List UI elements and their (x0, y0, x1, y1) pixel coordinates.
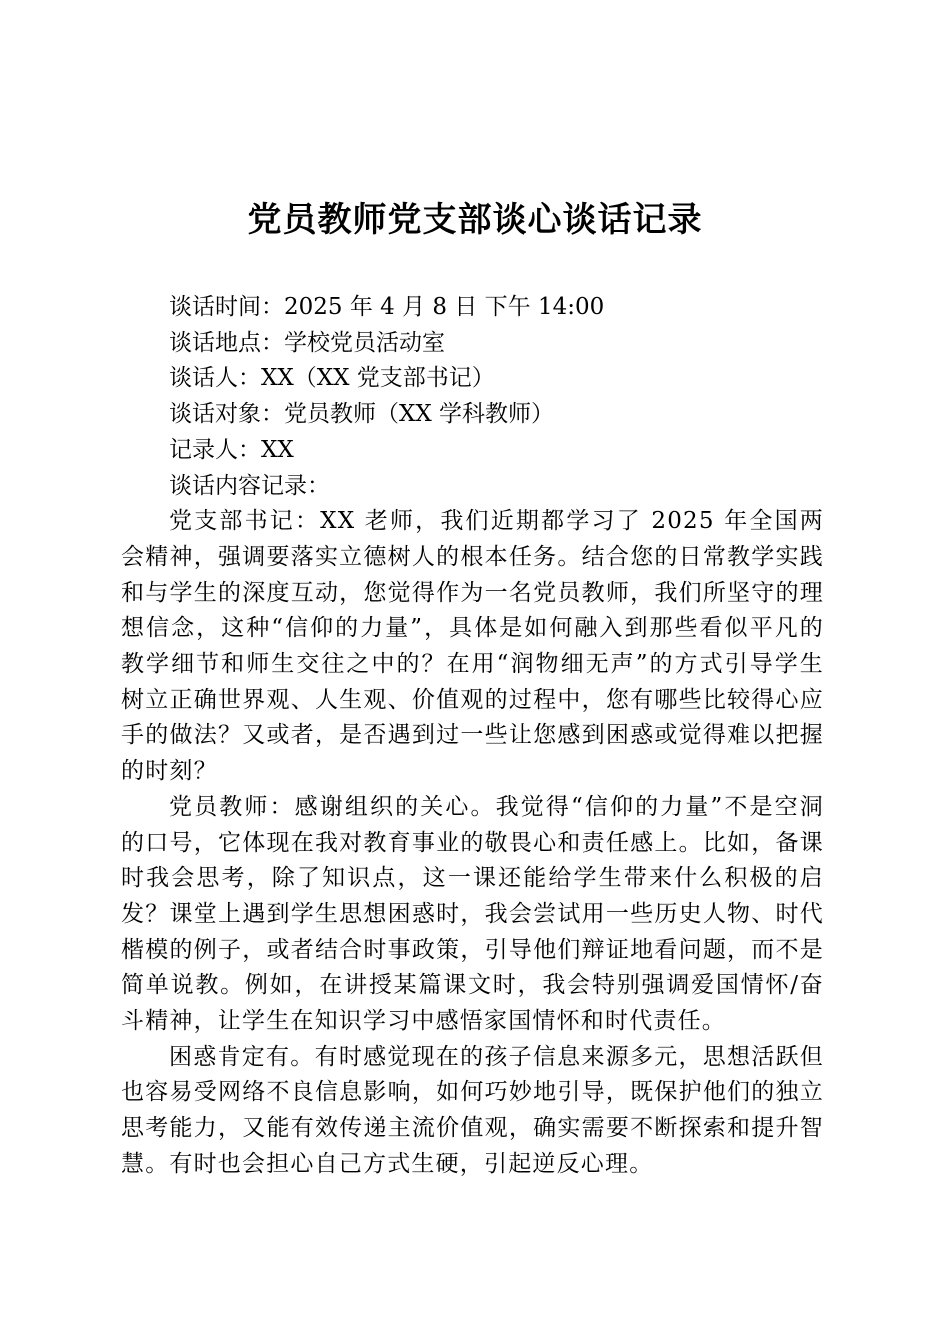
document-title: 党员教师党支部谈心谈话记录 (247, 200, 703, 240)
meta-talk-time: 谈话时间：2025 年 4 月 8 日 下午 14:00 (169, 294, 605, 320)
document-body (121, 290, 824, 1183)
meta-talk-target: 谈话对象：党员教师（XX 学科教师） (169, 401, 555, 428)
meta-recorder: 记录人：XX (169, 436, 294, 463)
paragraph-secretary-question: 党支部书记：XX 老师，我们近期都学习了 2025 年全国两会精神，强调要落实立德树人的根本任务。结合您的日常教学实践和与学生的深度互动，您觉得作为一名党员教师，我们所坚守的理想信念，这种“信仰的力量”，具体是如何融入到那些看似平凡的教学细节和师生交往之中的？在用“润物细无声”的方式引导学生树立正确世界观、人生观、价值观的过程中，您有哪些比较得心应手的做法？又或者，是否遇到过一些让您感到困惑或觉得难以把握的时刻？ (121, 508, 824, 785)
meta-content-heading: 谈话内容记录： (169, 472, 330, 499)
paragraph-teacher-confusion: 困惑肯定有。有时感觉现在的孩子信息来源多元，思想活跃但也容易受网络不良信息影响，如何巧妙地引导，既保护他们的独立思考能力，又能有效传递主流价值观，确实需要不断探索和提升智慧。有时也会担心自己方式生硬，引起逆反心理。 (121, 1043, 824, 1177)
paragraph-teacher-answer: 党员教师：感谢组织的关心。我觉得“信仰的力量”不是空洞的口号，它体现在我对教育事业的敬畏心和责任感上。比如，备课时我会思考，除了知识点，这一课还能给学生带来什么积极的启发？课堂上遇到学生思想困惑时，我会尝试用一些历史人物、时代楷模的例子，或者结合时事政策，引导他们辩证地看问题，而不是简单说教。例如，在讲授某篇课文时，我会特别强调爱国情怀/奋斗精神，让学生在知识学习中感悟家国情怀和时代责任。 (121, 793, 824, 1035)
meta-talker: 谈话人：XX（XX 党支部书记） (169, 365, 495, 392)
meta-talk-location: 谈话地点：学校党员活动室 (169, 329, 445, 356)
